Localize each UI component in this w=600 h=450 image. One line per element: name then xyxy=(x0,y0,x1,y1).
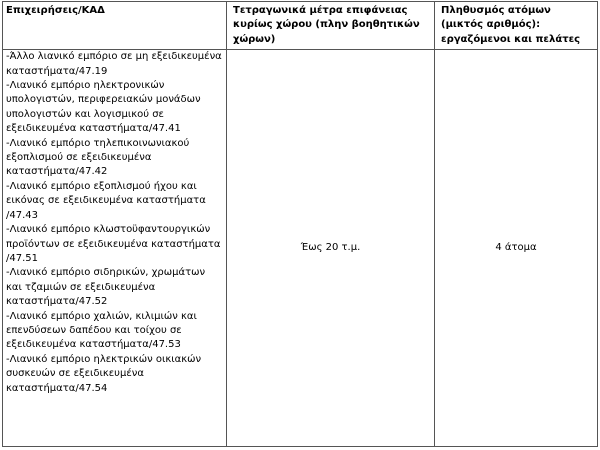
header-population: Πληθυσμός ατόμων (μικτός αριθμός): εργαζόμενοι και πελάτες xyxy=(435,2,598,50)
activity-item: -Άλλο λιανικό εμπόριο σε μη εξειδικευμένα καταστήματα/47.19 xyxy=(6,51,222,77)
activity-item: -Λιανικό εμπόριο εξοπλισμού ήχου και εικόνας σε εξειδικευμένα καταστήματα /47.43 xyxy=(6,180,206,221)
activity-item: -Λιανικό εμπόριο ηλεκτρικών οικιακών συσκευών σε εξειδικευμένα καταστήματα/47.54 xyxy=(6,353,202,394)
activity-item: -Λιανικό εμπόριο χαλιών, κιλιμιών και επενδύσεων δαπέδου και τοίχου σε εξειδικευμένα καταστήματα/47.53 xyxy=(6,310,197,351)
activity-item: -Λιανικό εμπόριο τηλεπικοινωνιακού εξοπλισμού σε εξειδικευμένα καταστήματα/47.42 xyxy=(6,137,190,178)
requirements-table xyxy=(2,1,598,447)
activity-item: -Λιανικό εμπόριο σιδηρικών, χρωμάτων και τζαμιών σε εξειδικευμένα καταστήματα/47.52 xyxy=(6,267,206,308)
header-activities: Επιχειρήσεις/ΚΑΔ xyxy=(3,2,227,50)
header-area: Τετραγωνικά μέτρα επιφάνειας κυρίως χώρου (πλην βοηθητικών χώρων) xyxy=(227,2,435,50)
activities-cell xyxy=(3,50,227,447)
activity-item: -Λιανικό εμπόριο ηλεκτρονικών υπολογιστών, περιφερειακών μονάδων υπολογιστών και λογισμικού σε εξειδικευμένα καταστήματα/47.41 xyxy=(6,80,201,135)
activity-item: -Λιανικό εμπόριο κλωστοϋφαντουργικών προϊόντων σε εξειδικευμένα καταστήματα /47.51 xyxy=(6,224,221,264)
area-cell: Έως 20 τ.μ. xyxy=(227,50,435,447)
population-cell: 4 άτομα xyxy=(435,50,598,447)
table-row xyxy=(3,50,598,447)
header-row xyxy=(3,2,598,50)
